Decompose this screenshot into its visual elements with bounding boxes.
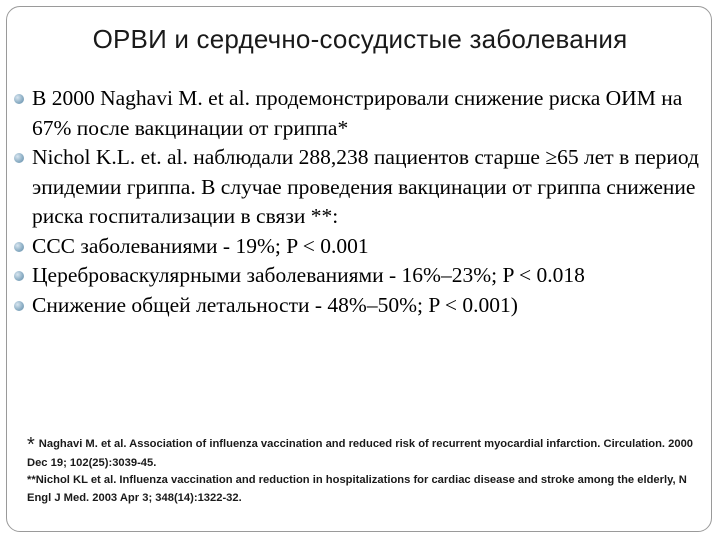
bullet-dot-icon [14, 301, 24, 311]
bullet-item [10, 232, 710, 262]
bullet-text: ССС заболеваниями - 19%; P < 0.001 [32, 233, 369, 258]
bullet-item [10, 291, 710, 321]
reference-1-text: Naghavi M. et al. Association of influenza vaccination and reduced risk of recurrent myocardial infarction. Circulation. 2000 Dec 19; 102(25):3039-45. [27, 438, 694, 469]
bullet-item [10, 143, 710, 232]
bullet-dot-icon [14, 271, 24, 281]
bullet-text: Цереброваскулярными заболеваниями - 16%–23%; P < 0.018 [32, 263, 585, 287]
bullet-text: Снижение общей летальности - 48%–50%; P < 0.001) [32, 292, 518, 317]
bullet-dot-icon [14, 94, 24, 104]
bullet-text: Nichol K.L. et. al. наблюдали 288,238 пациентов старше ≥65 лет в период эпидемии гриппа. В случае проведения вакцинации от гриппа снижение риска госпитализации в связи **: [32, 145, 699, 228]
slide-title: ОРВИ и сердечно-сосудистые заболевания [92, 24, 628, 54]
bullet-item [10, 261, 710, 291]
bullet-text: В 2000 Naghavi M. et al. продемонстрировали снижение риска ОИМ на 67% после вакцинации от гриппа* [32, 86, 683, 140]
reference-2: **Nichol KL et al. Influenza vaccination and reduction in hospitalizations for cardiac disease and stroke among the elderly, N Engl J Med. 2003 Apr 3; 348(14):1322-32. [27, 474, 687, 504]
bullet-list [10, 84, 710, 320]
bullet-dot-icon [14, 153, 24, 163]
references [27, 436, 697, 507]
bullet-item [10, 84, 710, 143]
reference-1-marker: * [27, 434, 35, 456]
bullet-dot-icon [14, 242, 24, 252]
reference-1 [27, 436, 697, 472]
